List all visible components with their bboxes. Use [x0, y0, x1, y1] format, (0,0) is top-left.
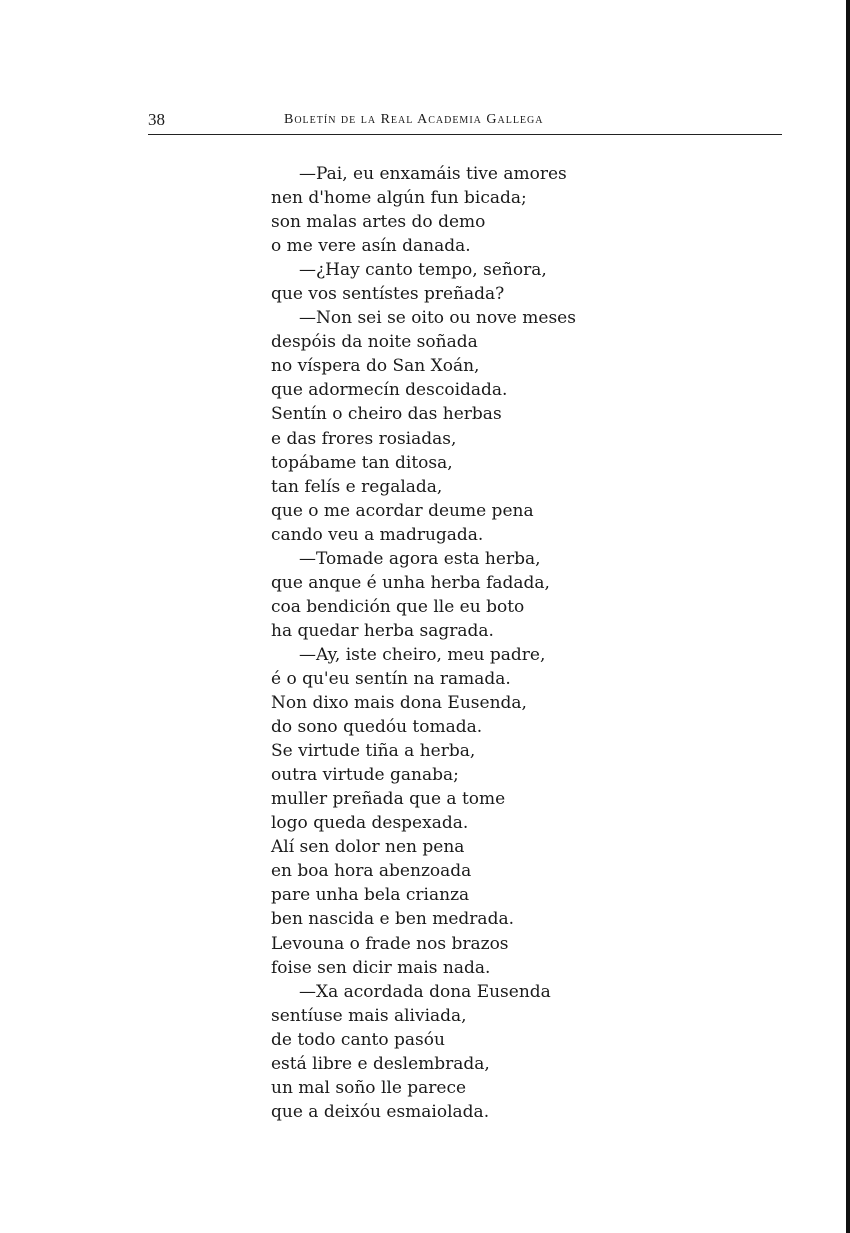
poem-line: Alí sen dolor nen pena: [271, 837, 465, 858]
poem-line: do sono quedóu tomada.: [271, 717, 483, 738]
poem-line: Se virtude tiña a herba,: [271, 741, 476, 762]
poem-line: ben nascida e ben medrada.: [271, 909, 514, 930]
poem-line: nen d'home algún fun bicada;: [271, 188, 527, 209]
poem-line: —Tomade agora esta herba,: [299, 548, 541, 569]
poem-line: que a deixóu esmaiolada.: [271, 1101, 490, 1122]
page-number: 38: [148, 110, 165, 129]
poem-line: que anque é unha herba fadada,: [271, 572, 550, 593]
poem-line: —¿Hay canto tempo, señora,: [299, 260, 547, 281]
poem-line: é o qu'eu sentín na ramada.: [271, 668, 511, 689]
poem-line: —Non sei se oito ou nove meses: [299, 308, 576, 329]
poem-line: pare unha bela crianza: [271, 885, 470, 906]
poem-line: no víspera do San Xoán,: [271, 356, 480, 377]
poem-line: outra virtude ganaba;: [271, 765, 459, 786]
poem-line: Sentín o cheiro das herbas: [271, 404, 502, 425]
poem-line: que vos sentístes preñada?: [271, 284, 505, 305]
poem-line: o me vere asín danada.: [271, 236, 471, 257]
poem-line: son malas artes do demo: [271, 212, 486, 233]
poem-line: está libre e deslembrada,: [271, 1053, 490, 1074]
poem-line: en boa hora abenzoada: [271, 861, 472, 882]
poem-text: [271, 162, 691, 1124]
poem-line: coa bendición que lle eu boto: [271, 596, 525, 617]
poem-line: que o me acordar deume pena: [271, 500, 534, 521]
poem-line: ha quedar herba sagrada.: [271, 620, 494, 641]
poem-line: Levouna o frade nos brazos: [271, 933, 509, 954]
poem-line: tan felís e regalada,: [271, 476, 443, 497]
poem-line: despóis da noite soñada: [271, 332, 478, 353]
poem-line: logo queda despexada.: [271, 813, 469, 834]
poem-line: topábame tan ditosa,: [271, 452, 453, 473]
poem-line: que adormecín descoidada.: [271, 380, 508, 401]
poem-line: —Ay, iste cheiro, meu padre,: [299, 644, 546, 665]
page-edge-shadow: [846, 0, 850, 1233]
poem-line: Non dixo mais dona Eusenda,: [271, 693, 527, 714]
poem-line: cando veu a madrugada.: [271, 524, 484, 545]
running-title: Boletín de la Real Academia Gallega: [284, 112, 544, 127]
poem-line: sentíuse mais aliviada,: [271, 1005, 467, 1026]
poem-line: —Pai, eu enxamáis tive amores: [299, 164, 567, 184]
poem-line: de todo canto pasóu: [271, 1029, 445, 1050]
page-header: [148, 108, 782, 135]
poem-line: e das frores rosiadas,: [271, 428, 457, 449]
poem-line: muller preñada que a tome: [271, 789, 506, 810]
poem-line: foise sen dicir mais nada.: [271, 957, 491, 978]
poem-line: —Xa acordada dona Eusenda: [299, 981, 551, 1002]
poem-line: un mal soño lle parece: [271, 1077, 467, 1098]
